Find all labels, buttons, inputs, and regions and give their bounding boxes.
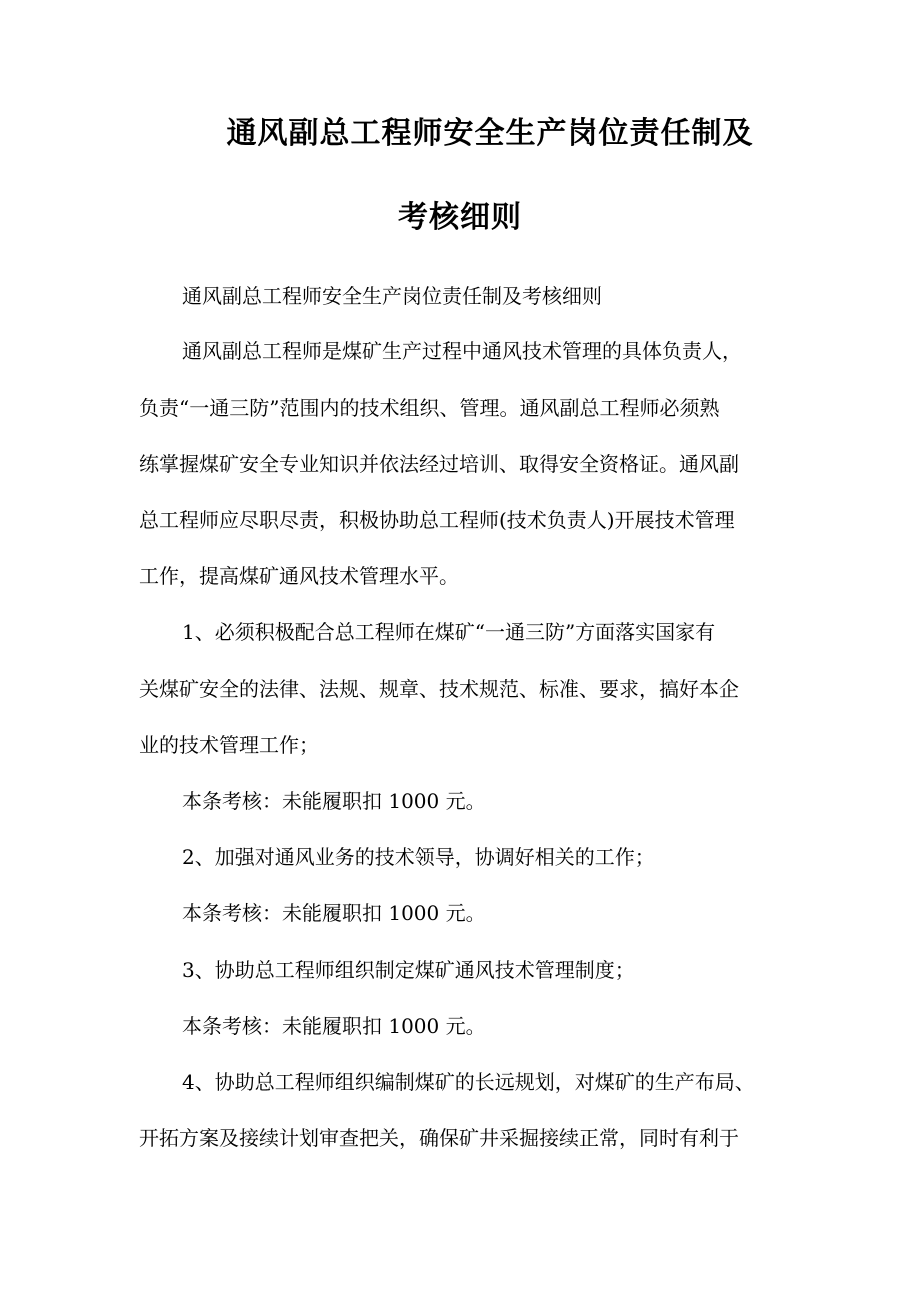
body-line: 练掌握煤矿安全专业知识并依法经过培训、取得安全资格证。通风副	[139, 452, 739, 476]
body-line: 工作，提高煤矿通风技术管理水平。	[139, 564, 459, 588]
assessment-line: 本条考核：未能履职扣 1000 元。	[182, 1014, 486, 1038]
body-line: 1、必须积极配合总工程师在煤矿“一通三防”方面落实国家有	[182, 620, 716, 644]
assessment-line: 本条考核：未能履职扣 1000 元。	[182, 789, 486, 813]
body-line: 业的技术管理工作；	[139, 733, 319, 757]
body-line: 关煤矿安全的法律、法规、规章、技术规范、标准、要求，搞好本企	[139, 677, 739, 701]
body-line: 开拓方案及接续计划审查把关，确保矿井采掘接续正常，同时有利于	[139, 1126, 739, 1150]
body-line: 3、协助总工程师组织制定煤矿通风技术管理制度；	[182, 958, 635, 982]
body-line: 2、加强对通风业务的技术领导，协调好相关的工作；	[182, 845, 655, 869]
body-subtitle: 通风副总工程师安全生产岗位责任制及考核细则	[182, 284, 602, 308]
document-title-line-1: 通风副总工程师安全生产岗位责任制及	[226, 116, 754, 151]
body-line: 通风副总工程师是煤矿生产过程中通风技术管理的具体负责人，	[182, 339, 742, 363]
body-line: 总工程师应尽职尽责，积极协助总工程师(技术负责人)开展技术管理	[139, 508, 735, 532]
body-line: 4、协助总工程师组织编制煤矿的长远规划，对煤矿的生产布局、	[182, 1070, 755, 1094]
assessment-line: 本条考核：未能履职扣 1000 元。	[182, 901, 486, 925]
body-line: 负责“一通三防”范围内的技术组织、管理。通风副总工程师必须熟	[139, 396, 720, 420]
document-title-line-2: 考核细则	[398, 200, 522, 235]
